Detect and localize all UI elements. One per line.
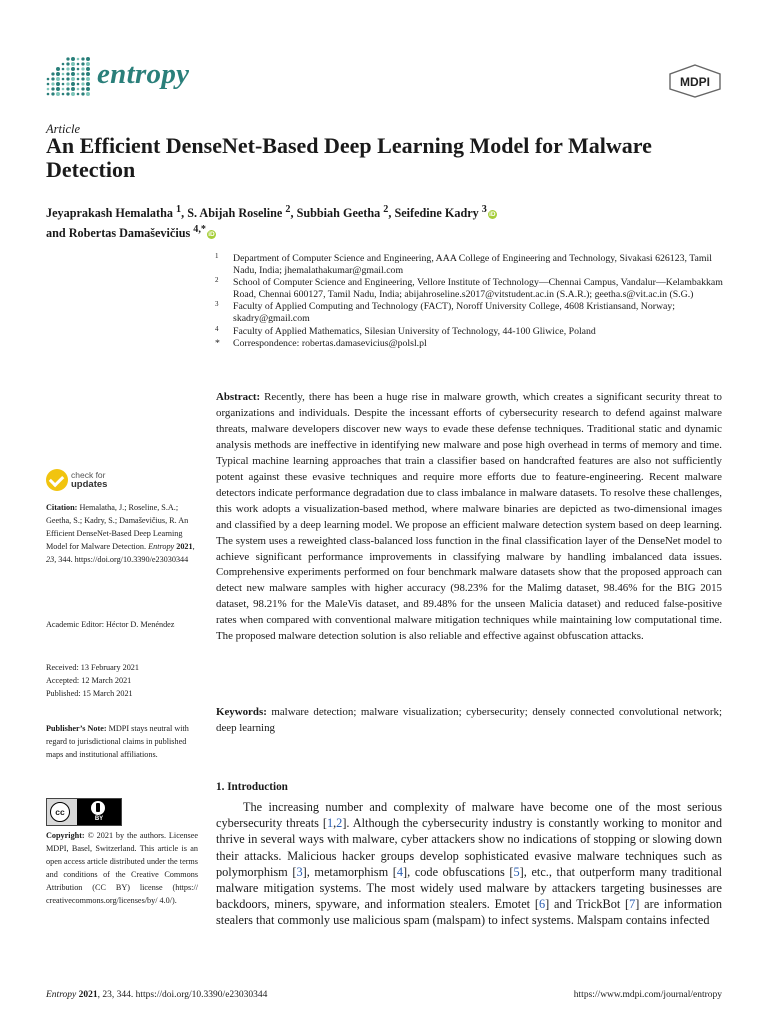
published-date: Published: 15 March 2021	[46, 689, 133, 699]
footer-journal: Entropy	[46, 990, 77, 1000]
copyright-text: © 2021 by the authors. Licensee MDPI, Basel, Switzerland. This article is an open access article distributed under the terms and conditions of the Creative Commons Attribution (CC BY) license (https:// creativecommons.org/licenses/by/ 4.0/).	[46, 831, 199, 906]
reference-link[interactable]: 1	[326, 816, 334, 831]
affiliation-text: School of Computer Science and Engineering, Vellore Institute of Technology—Chennai Campus, Vandalur—Kelambakkam Road, Chennai 600127, Tamil Nadu, India; abijahroseline.s2017@vitstudent.ac.in (S.A.R.); geetha.s@vit.ac.in (S.G.)	[233, 277, 723, 301]
check-icon	[46, 469, 68, 491]
footer-citation	[46, 990, 267, 1000]
intro-text: ], etc., that outperform many traditional malware mitigation systems. The most widely used malware by attackers targeting businesses are backdoors, miners, spyware, and information stealers. Emotet [	[216, 864, 723, 912]
reference-link[interactable]: 4	[396, 864, 404, 879]
intro-text: ] and TrickBot [	[545, 897, 630, 912]
affiliations	[212, 253, 727, 350]
abstract-text: Recently, there has been a huge rise in malware growth, which creates a significant security threat to organizations and individuals. Despite the incessant efforts of cybersecurity research to defend against malware threats, malware developers discover new ways to evade these defense techniques. Traditional static and dynamic analysis methods are ineffective in identifying new malware and pose high overhead in terms of memory and time. Typical machine learning approaches that train a classifier based on handcrafted features are also not sufficiently potent against these evasive techniques and require more efforts due to feature-engineering. Recent malware detectors indicate performance degradation due to class imbalance in malware datasets. To resolve these challenges, this work adopts a visualization-based method, where malware binaries are depicted as two-dimensional images and classified by a deep learning model. We propose an efficient malware detection system based on deep learning. The system uses a reweighted class-balanced loss function in the final classification layer of the DenseNet model to achieve significant performance improvements in classifying malware by handling imbalanced data issues. Comprehensive experiments performed on four benchmark malware datasets show that the proposed approach can detect new malware samples with higher accuracy (98.23% for the Malimg dataset, 98.46% for the BIG 2015 dataset, 98.21% for the MaleVis dataset, and 89.48% for the unseen Malicia dataset) and reduced false-positive rates when compared with conventional malware mitigation techniques while maintaining low computational time. The proposed malware detection solution is also reliable and effective against obfuscation attacks.	[216, 391, 722, 643]
affiliation-item	[212, 301, 727, 325]
intro-text: ,	[333, 816, 337, 831]
affiliation-item	[212, 253, 727, 277]
affiliation-text: Department of Computer Science and Engineering, AAA College of Engineering and Technology, Sivakasi 626123, Tamil Nadu, India; jhemalathakumar@gmail.com	[233, 253, 712, 277]
reference-link[interactable]: 6	[538, 897, 546, 912]
intro-text: ], code obfuscations [	[403, 864, 514, 879]
journal-name[interactable]: entropy	[97, 58, 190, 90]
intro-text: ] are information stealers that commonly use malicious spam (malspam) to infect systems. Malspam contains infected	[216, 897, 722, 928]
affiliation-mark: *	[215, 337, 220, 349]
affiliation-text: Correspondence: robertas.damasevicius@polsl.pl	[233, 337, 427, 349]
author-name: Jeyaprakash Hemalatha	[46, 206, 177, 221]
author-affiliation-mark: 2	[383, 204, 389, 215]
affiliation-mark: 3	[215, 300, 219, 309]
article-type: Article	[46, 122, 81, 136]
updates-label: updates	[71, 479, 108, 490]
author-affiliation-mark: 1	[176, 204, 182, 215]
cc-icon: cc	[50, 802, 70, 822]
intro-text: ]. Although the cybersecurity industry is constantly working to monitor and thrive in several ways with malware, cyber attackers show no indications of stopping or slowing down their attacks. Malicious hacker groups develop sophisticated evasive malware techniques such as polymorphism [	[216, 816, 722, 879]
publication-dates	[46, 661, 196, 700]
intro-text: The increasing number and complexity of malware have become one of the most serious cybersecurity threats [	[216, 800, 722, 831]
affiliation-mark: 1	[215, 252, 219, 260]
orcid-icon[interactable]: iD	[489, 211, 496, 219]
intro-text: ], metamorphism [	[302, 864, 397, 879]
affiliation-mark: 2	[215, 276, 219, 285]
affiliation-item	[212, 277, 727, 301]
orcid-icon[interactable]: iD	[208, 230, 215, 238]
publisher-note	[46, 722, 202, 761]
citation-authors: Hemalatha, J.; Roseline, S.A.; Geetha, S.; Kadry, S.; Damaševičius, R. An Efficient DenseNet-Based Deep Learning Model for Malware Detection.	[46, 503, 189, 552]
abstract-label: Abstract:	[216, 391, 261, 403]
footer-journal-url[interactable]: https://www.mdpi.com/journal/entropy	[573, 990, 722, 1000]
intro-paragraph	[216, 799, 722, 929]
accepted-date: Accepted: 12 March 2021	[46, 676, 132, 686]
abstract	[216, 390, 722, 645]
affiliation-text: Faculty of Applied Computing and Technology (FACT), Noroff University College, 4608 Kristiansand, Norway; skadry@gmail.com	[233, 301, 676, 325]
copyright-label: Copyright:	[46, 831, 85, 840]
received-date: Received: 13 February 2021	[46, 663, 139, 672]
entropy-logo-icon	[46, 56, 90, 96]
citation-journal: Entropy	[148, 542, 175, 552]
author-name: Seifedine Kadry	[394, 206, 482, 221]
author-affiliation-mark: 3	[481, 204, 487, 215]
affiliation-item	[212, 338, 727, 350]
publisher-note-text: MDPI stays neutral with regard to jurisdictional claims in published maps and institutional affiliations.	[46, 724, 189, 760]
author-name: and Robertas Damaševičius	[46, 225, 194, 240]
academic-editor: Academic Editor: Héctor D. Menéndez	[46, 620, 175, 629]
article-title: An Efficient DenseNet-Based Deep Learning Model for Malware Detection	[46, 133, 652, 182]
keywords	[216, 705, 722, 737]
section-heading: 1. Introduction	[216, 781, 288, 793]
citation-doi[interactable]: , 344. https://doi.org/10.3390/e23030344	[54, 555, 189, 565]
citation-volume: 23	[46, 555, 55, 565]
keywords-label: Keywords:	[216, 706, 267, 718]
affiliation-mark: 4	[215, 324, 219, 333]
citation-label: Citation:	[46, 503, 78, 512]
reference-link[interactable]: 3	[296, 864, 303, 879]
footer-year: 2021	[78, 990, 98, 1000]
author-name: S. Abijah Roseline	[187, 206, 286, 221]
affiliation-text: Faculty of Applied Mathematics, Silesian University of Technology, 44-100 Gliwice, Poland	[233, 325, 596, 337]
check-for-updates-button[interactable]	[46, 469, 196, 495]
reference-link[interactable]: 7	[629, 897, 636, 912]
svg-text:MDPI: MDPI	[680, 75, 710, 89]
copyright	[46, 829, 198, 907]
citation: Citation: Hemalatha, J.; Roseline, S.A.; Geetha, S.; Kadry, S.; Damaševičius, R. An Efficient DenseNet-Based Deep Learning Model for Malware Detection. Entropy 2021, 23, 344. https://doi.org/10.3390/e23030344	[46, 503, 195, 565]
author-affiliation-mark: 2	[285, 204, 291, 215]
footer-doi[interactable]: , 23, 344. https://doi.org/10.3390/e23030344	[97, 990, 268, 1000]
citation-year: 2021	[176, 542, 193, 552]
author-name: Subbiah Geetha	[296, 206, 384, 221]
reference-link[interactable]: 2	[336, 816, 343, 831]
publisher-note-label: Publisher’s Note:	[46, 724, 107, 733]
mdpi-logo[interactable]	[668, 64, 722, 98]
by-label: BY	[94, 816, 104, 822]
attribution-icon	[91, 801, 105, 815]
check-for-label: check for	[71, 470, 106, 480]
reference-link[interactable]: 5	[513, 864, 520, 879]
author-affiliation-mark: 4,*	[193, 223, 206, 235]
author-list: Jeyaprakash Hemalatha $^1$, S. Abijah Roseline $^2$, Subbiah Geetha $^2$, Seifedine Kadry $^3$ iD and Robertas Damaševičius $^{4,*}$ iD	[46, 204, 496, 240]
cc-by-license-badge[interactable]	[46, 798, 122, 826]
affiliation-item	[212, 326, 727, 338]
keywords-text: malware detection; malware visualization; cybersecurity; densely connected convolutional network; deep learning	[216, 706, 722, 734]
